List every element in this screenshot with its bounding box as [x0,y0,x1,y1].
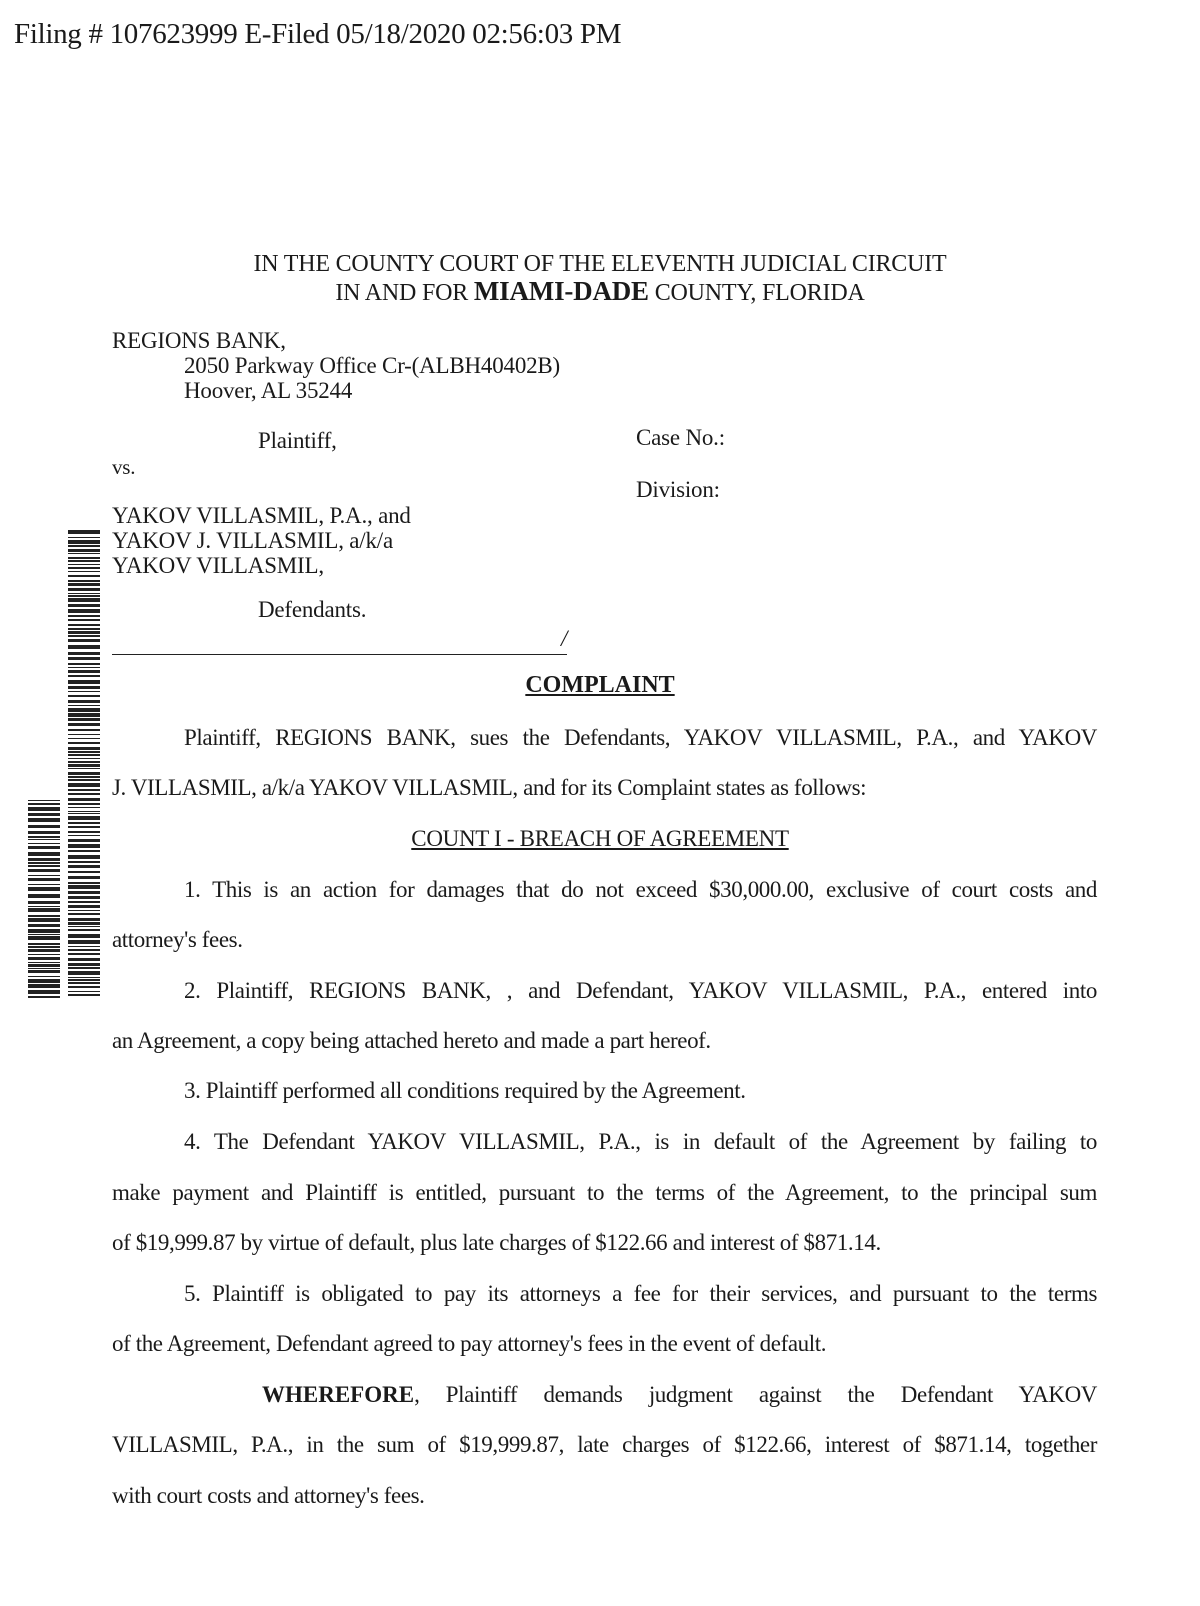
barcode-stripe [68,896,100,899]
barcode-stripe [68,615,100,617]
barcode-stripe [68,598,100,602]
barcode-stripe [68,798,100,801]
barcode-stripe [68,871,100,873]
barcode-stripe [68,855,100,859]
paragraph-5-line2: of the Agreement, Defendant agreed to pay attorney's fees in the event of default. [112,1331,827,1356]
barcode-stripe [68,734,100,735]
barcode-stripe [68,751,100,753]
barcode-stripe [28,934,60,935]
barcode-stripe [68,553,100,554]
intro-line2: J. VILLASMIL, a/k/a YAKOV VILLASMIL, and for its Complaint states as follows: [112,775,867,800]
barcode-stripe [28,858,60,861]
barcode-stripe [68,783,100,787]
paragraph-4-line1: 4. The Defendant YAKOV VILLASMIL, P.A., is in default of the Agreement by failing to [184,1129,1097,1154]
barcode-stripe [68,549,100,552]
barcode-stripe [68,776,100,778]
barcode-stripe [68,595,100,597]
plaintiff-name: REGIONS BANK, [112,328,286,353]
barcode-stripe [68,588,100,591]
barcode-stripe [68,593,100,594]
barcode-stripe [68,738,100,739]
barcode-stripe [28,818,60,822]
barcode-stripe [68,949,100,951]
complaint-title: COMPLAINT [525,672,675,698]
barcode-stripe [68,986,100,988]
barcode-stripe [68,816,100,820]
defendant-line2: YAKOV J. VILLASMIL, a/k/a [112,528,393,553]
barcode-stripe [68,723,100,726]
barcode-stripe [68,729,100,731]
barcode-stripe [68,705,100,706]
barcode-stripe [28,918,60,922]
case-no-label: Case No.: [636,425,725,450]
court-heading-line1: IN THE COUNTY COURT OF THE ELEVENTH JUDICIAL CIRCUIT [253,251,947,277]
barcode-stripe [68,953,100,955]
filing-header: Filing # 107623999 E-Filed 05/18/2020 02:56:03 PM [14,18,622,50]
wherefore-line2: VILLASMIL, P.A., in the sum of $19,999.87, late charges of $122.66, interest of $871.14, together [112,1432,1097,1457]
barcode-stripe [68,564,100,565]
barcode-stripe [68,963,100,966]
barcode-stripe [68,901,100,903]
barcode-stripe [28,906,60,907]
barcode-stripe [28,924,60,927]
barcode-stripe [28,970,60,973]
barcode-stripe [68,913,100,915]
defendant-line1: YAKOV VILLASMIL, P.A., and [112,503,411,528]
barcode-stripe [28,875,60,876]
barcode-stripe [28,929,60,933]
barcode-stripe [68,977,100,978]
barcode-stripe [28,976,60,977]
barcode-stripe [68,910,100,911]
barcode-stripe [68,807,100,808]
barcode-stripe [68,811,100,812]
barcode-stripe [68,979,100,981]
barcode-stripe [68,876,100,879]
barcode-stripe [68,758,100,759]
barcode-stripe [68,560,100,562]
barcode-stripe [68,663,100,665]
barcode-stripe [28,869,60,872]
barcode-stripe [28,996,60,998]
barcode-stripe [68,567,100,569]
barcode-stripe [68,865,100,868]
plaintiff-label: Plaintiff, [258,428,337,453]
barcode-stripe [68,822,100,824]
barcode-stripe [68,926,100,927]
barcode-stripe [68,991,100,992]
court-line2-post: COUNTY, FLORIDA [654,280,865,306]
barcode-stripe [68,754,100,756]
barcode-stripe [68,530,100,534]
barcode-stripe [68,905,100,908]
barcode-stripe [28,957,60,960]
barcode-stripe [28,954,60,955]
barcode-stripe [28,979,60,983]
barcode-stripe [68,604,100,607]
barcode-stripe [68,882,100,884]
paragraph-2-line2: an Agreement, a copy being attached hereto and made a part hereof. [112,1028,711,1053]
barcode-stripe [28,936,60,940]
barcode-stripe [68,571,100,572]
barcode-stripe [68,918,100,921]
barcode-stripe [28,962,60,963]
paragraph-1-line1: 1. This is an action for damages that do not exceed $30,000.00, exclusive of court costs and [184,877,1097,902]
caption-slash: / [561,626,568,651]
barcode-stripe [28,949,60,952]
barcode-stripe [28,865,60,867]
barcode-stripe [68,922,100,925]
barcode-stripe [68,609,100,613]
barcode-stripe [68,652,100,655]
barcode-stripe [68,958,100,961]
barcode-stripe [28,943,60,945]
barcode-stripe [68,545,100,547]
barcode-stripe [68,645,100,649]
barcode-stripe [68,940,100,944]
barcode-stripe [68,635,100,637]
barcode-stripe [68,861,100,863]
court-heading-line2 [0,276,1200,307]
barcode-stripe [68,803,100,805]
barcode-stripe [68,764,100,767]
barcode-stripe [28,803,60,805]
barcode-stripe [68,885,100,889]
court-line2-pre: IN AND FOR [335,280,469,306]
barcode-stripe [28,800,60,801]
barcode-stripe [28,807,60,811]
barcode-stripe [68,557,100,559]
barcode-stripe [68,667,100,668]
barcode-stripe [68,575,100,577]
barcode-stripe [28,894,60,898]
division-label: Division: [636,477,720,502]
barcode-stripe [68,772,100,775]
plaintiff-address-line2: Hoover, AL 35244 [184,378,353,403]
barcode-stripe [68,929,100,931]
wherefore-keyword: WHEREFORE [262,1382,415,1407]
barcode-stripe [68,779,100,781]
wherefore-line1 [262,1382,1097,1408]
barcode-stripe [28,964,60,967]
barcode-stripe [68,540,100,544]
barcode-stripe [28,915,60,917]
paragraph-4-line2: make payment and Plaintiff is entitled, pursuant to the terms of the Agreement, to the principal sum [112,1180,1097,1205]
barcode-stripe [28,852,60,856]
barcode-stripe [28,878,60,881]
barcode-stripe [68,793,100,795]
count-heading: COUNT I - BREACH OF AGREEMENT [411,826,789,851]
barcode-stripe [28,990,60,994]
barcode-stripe [68,718,100,721]
defendant-line3: YAKOV VILLASMIL, [112,553,324,578]
barcode-stripe [28,968,60,969]
barcode-stripe [68,768,100,769]
paragraph-2-line1: 2. Plaintiff, REGIONS BANK, , and Defendant, YAKOV VILLASMIL, P.A., entered into [184,978,1097,1003]
barcode-stripe [68,537,100,538]
barcode-stripe [68,967,100,969]
barcode-stripe [28,862,60,864]
barcode-stripe [28,946,60,948]
barcode-stripe [68,639,100,642]
barcode-stripe [68,891,100,894]
paragraph-3-line1: 3. Plaintiff performed all conditions required by the Agreement. [184,1078,746,1103]
barcode-stripe [68,631,100,634]
barcode-stripe [68,761,100,763]
barcode-stripe [68,789,100,791]
barcode-stripe [28,908,60,912]
barcode-stripe [68,580,100,582]
barcode-stripe [28,887,60,891]
wherefore-line3: with court costs and attorney's fees. [112,1483,425,1508]
barcode-stripe [68,657,100,660]
paragraph-1-line2: attorney's fees. [112,927,243,952]
barcode-stripe [68,946,100,947]
wherefore-line1-rest: , Plaintiff demands judgment against the Defendant YAKOV [414,1382,1097,1407]
versus-label: vs. [112,455,136,479]
court-county-name: MIAMI-DADE [473,276,649,306]
barcode-stripe [68,971,100,975]
barcode-stripe [68,628,100,630]
barcode-stripe [68,700,100,703]
barcode-stripe [68,583,100,586]
barcode-stripe [68,624,100,626]
barcode-stripe [68,813,100,814]
plaintiff-address-line1: 2050 Parkway Office Cr-(ALBH40402B) [184,353,561,378]
paragraph-4-line3: of $19,999.87 by virtue of default, plus late charges of $122.66 and interest of $871.14. [112,1230,881,1255]
barcode-stripe [68,619,100,621]
defendants-label: Defendants. [258,597,367,622]
barcode-stripe [68,747,100,750]
barcode-stripe [28,901,60,904]
barcode-stripe [68,713,100,717]
barcode-right [68,530,100,998]
paragraph-5-line1: 5. Plaintiff is obligated to pay its attorneys a fee for their services, and pursuant to the terms [184,1281,1097,1306]
barcode-stripe [68,982,100,984]
barcode-stripe [68,708,100,712]
barcode-stripe [28,813,60,816]
barcode-stripe [68,742,100,744]
barcode-stripe [68,934,100,938]
caption-divider [112,654,567,655]
barcode-stripe [28,884,60,885]
intro-line1: Plaintiff, REGIONS BANK, sues the Defendants, YAKOV VILLASMIL, P.A., and YAKOV [184,725,1097,750]
barcode-stripe [68,994,100,996]
barcode-stripe [28,984,60,988]
